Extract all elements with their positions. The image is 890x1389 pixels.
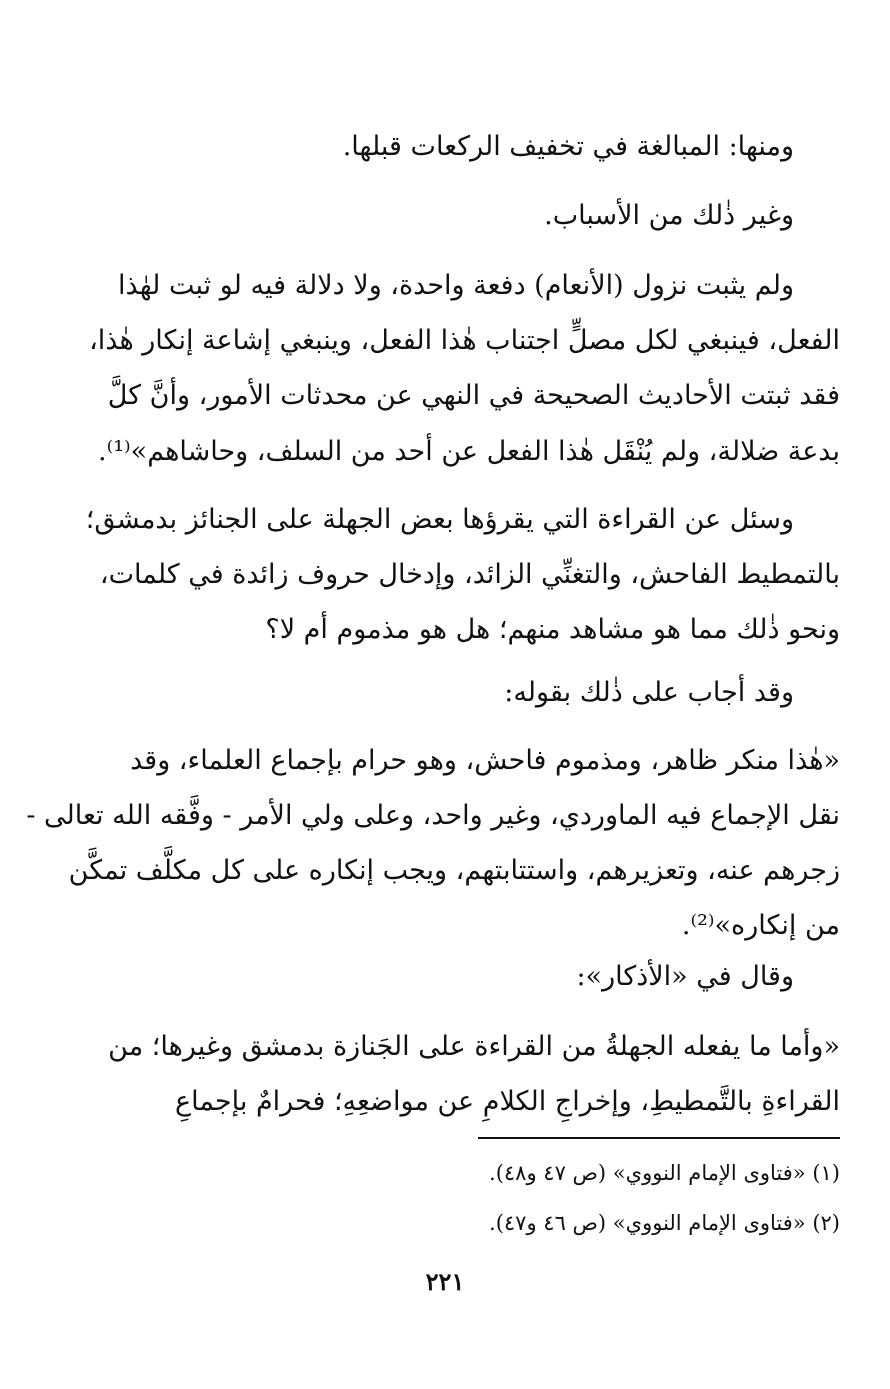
footnote: (٢) «فتاوى الإمام النووي» (ص ٤٦ و٤٧).: [489, 1211, 840, 1235]
page-number: ٢٢١: [425, 1267, 465, 1296]
text-line: فقد ثبتت الأحاديث الصحيحة في النهي عن محدثات الأمور، وأنَّ كلَّ: [107, 380, 840, 411]
text-line: الفعل، فينبغي لكل مصلٍّ اجتناب هٰذا الفعل، وينبغي إشاعة إنكار هٰذا،: [89, 325, 840, 356]
text-line: «وأما ما يفعله الجهلةُ من القراءة على الجَنازة بدمشق وغيرها؛ من: [108, 1031, 840, 1062]
text-line: وقد أجاب على ذٰلك بقوله:: [504, 677, 794, 708]
text-line: «هٰذا منكر ظاهر، ومذموم فاحش، وهو حرام بإجماع العلماء، وقد: [130, 745, 840, 776]
text-line: وغير ذٰلك من الأسباب.: [544, 200, 794, 231]
text-line: ومنها: المبالغة في تخفيف الركعات قبلها.: [342, 131, 794, 162]
text-line: زجرهم عنه، وتعزيرهم، واستتابتهم، ويجب إنكاره على كل مكلَّف تمكَّن: [68, 855, 840, 886]
text-line: بدعة ضلالة، ولم يُنْقَل هٰذا الفعل عن أحد من السلف، وحاشاهم»⁽¹⁾.: [98, 436, 840, 467]
text-line: ونحو ذٰلك مما هو مشاهد منهم؛ هل هو مذموم أم لا؟: [265, 614, 840, 645]
text-line: وقال في «الأذكار»:: [576, 961, 794, 992]
text-line: ولم يثبت نزول (الأنعام) دفعة واحدة، ولا دلالة فيه لو ثبت لهٰذا: [118, 270, 794, 301]
text-line: بالتمطيط الفاحش، والتغنِّي الزائد، وإدخال حروف زائدة في كلمات،: [99, 559, 840, 590]
text-line: وسئل عن القراءة التي يقرؤها بعض الجهلة على الجنائز بدمشق؛: [85, 504, 794, 535]
text-line: القراءةِ بالتَّمطيطِ، وإخراجِ الكلامِ عن مواضعِهِ؛ فحرامٌ بإجماعِ: [174, 1086, 840, 1117]
text-line: من إنكاره»⁽²⁾.: [681, 910, 840, 941]
text-line: نقل الإجماع فيه الماوردي، وغير واحد، وعلى ولي الأمر - وفَّقه الله تعالى -: [26, 800, 840, 831]
footnote-separator: [478, 1137, 840, 1139]
footnote: (١) «فتاوى الإمام النووي» (ص ٤٧ و٤٨).: [489, 1161, 840, 1185]
